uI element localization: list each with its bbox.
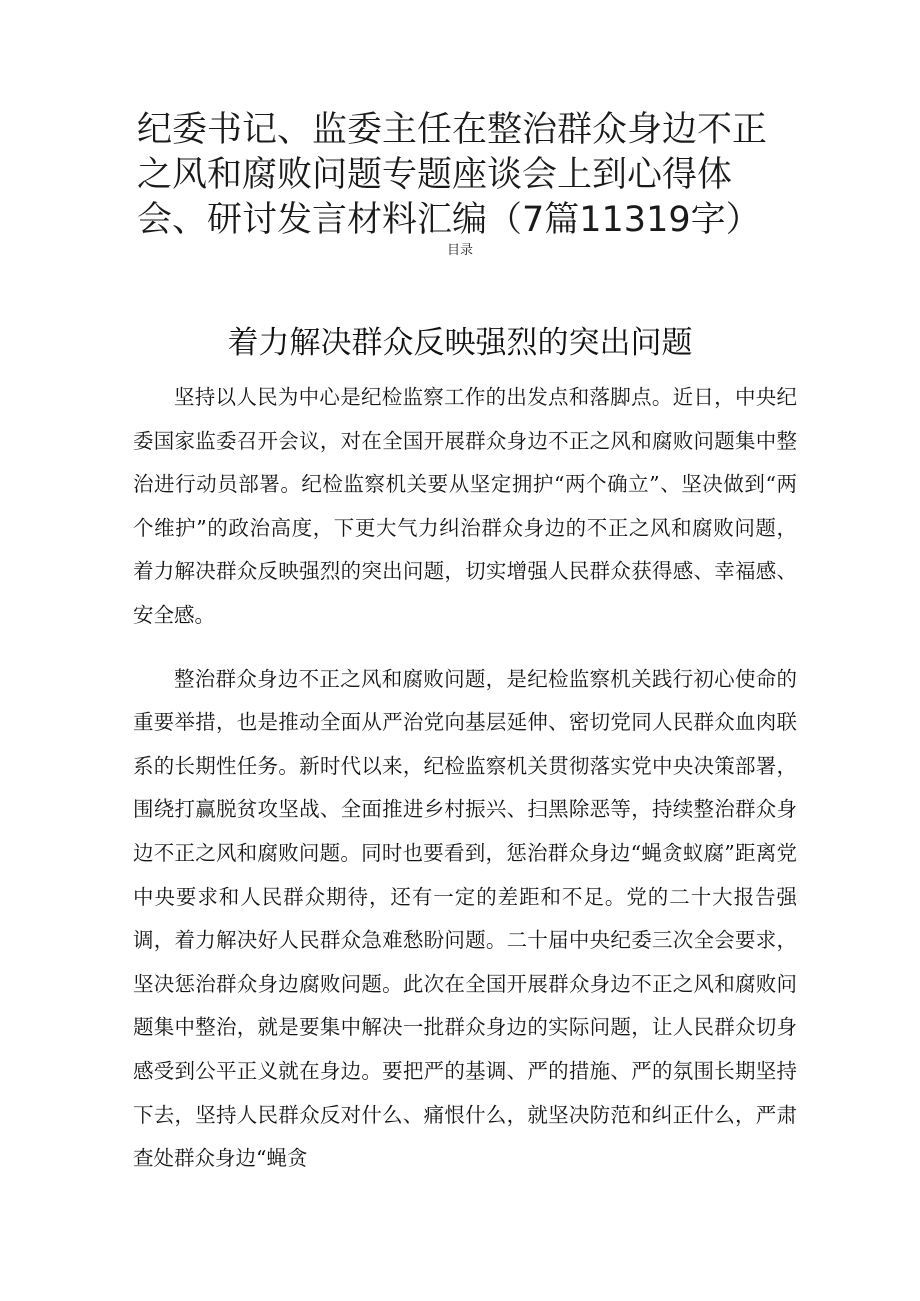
section-title: 着力解决群众反映强烈的突出问题 xyxy=(227,325,693,361)
body-paragraph-2: 整治群众身边不正之风和腐败问题，是纪检监察机关践行初心使命的重要举措，也是推动全面从严治党向基层延伸、密切党同人民群众血肉联系的长期性任务。新时代以来，纪检监察机关贯彻落实党中央决策部署，围绕打赢脱贫攻坚战、全面推进乡村振兴、扫黑除恶等，持续整治群众身边不正之风和腐败问题。同时也要看到，惩治群众身边“蝇贪蚁腐”距离党中央要求和人民群众期待，还有一定的差距和不足。党的二十大报告强调，着力解决好人民群众急难愁盼问题。二十届中央纪委三次全会要求，坚决惩治群众身边腐败问题。此次在全国开展群众身边不正之风和腐败问题集中整治，就是要集中解决一批群众身边的实际问题，让人民群众切身感受到公平正义就在身边。要把严的基调、严的措施、严的氛围长期坚持下去，坚持人民群众反对什么、痛恨什么，就坚决防范和纠正什么，严肃查处群众身边“蝇贪 xyxy=(133,666,797,1171)
document-body xyxy=(133,376,797,1181)
table-of-contents-label: 目录 xyxy=(446,243,473,258)
body-paragraph-1: 坚持以人民为中心是纪检监察工作的出发点和落脚点。近日，中央纪委国家监委召开会议，对在全国开展群众身边不正之风和腐败问题集中整治进行动员部署。纪检监察机关要从坚定拥护“两个确立”、坚决做到“两个维护”的政治高度，下更大气力纠治群众身边的不正之风和腐败问题，着力解决群众反映强烈的突出问题，切实增强人民群众获得感、幸福感、安全感。 xyxy=(133,385,797,627)
document-title: 纪委书记、监委主任在整治群众身边不正之风和腐败问题专题座谈会上到心得体会、研讨发言材料汇编（7篇11319字） xyxy=(137,110,768,240)
